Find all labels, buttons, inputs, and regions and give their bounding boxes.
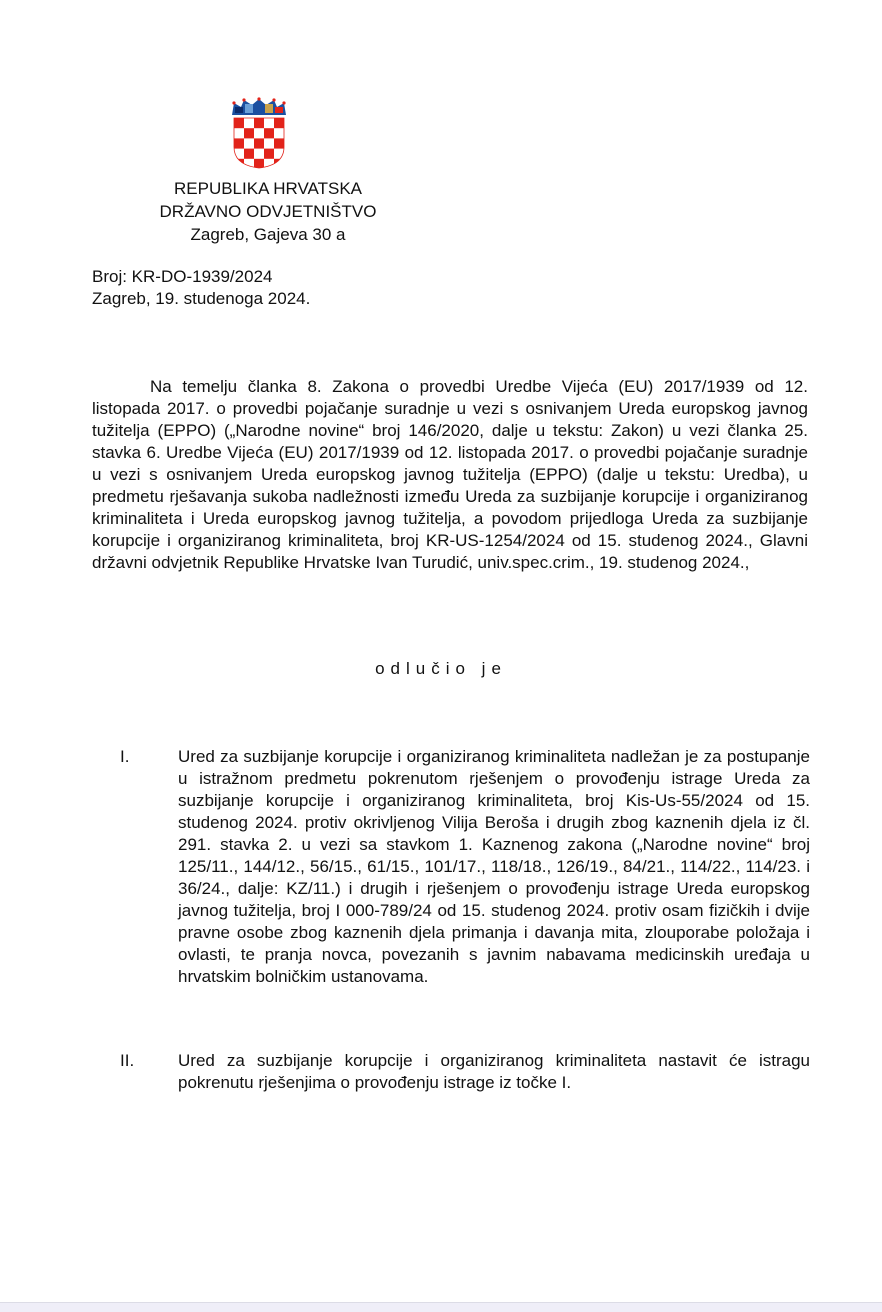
- shield-red-square: [234, 138, 244, 148]
- item-text: Ured za suzbijanje korupcije i organiziranog kriminaliteta nadležan je za postupanje u istražnom predmetu pokrenutom rješenjem o provođenju istrage Ureda za suzbijanje korupcije i organiziranog kriminaliteta, broj Kis-Us-55/2024 od 15. studenog 2024. protiv okrivljenog Vilija Beroša i drugih zbog kaznenih djela iz čl. 291. stavka 2. u vezi sa stavkom 1. Kaznenog zakona („Narodne novine“ broj 125/11., 144/12., 56/15., 61/15., 101/17., 118/18., 126/19., 84/21., 114/22., 114/23. i 36/24., dalje: KZ/11.) i drugih i rješenjem o provođenju istrage Ureda europskog javnog tužitelja, broj I 000-789/24 od 15. studenog 2024. protiv osam fizičkih i dvije pravne osobe zbog kaznenih djela primanja i davanja mita, zlouporabe položaja i ovlasti, te pranja novca, povezanih s javnim nabavama medicinskih uređaja u hrvatskim bolničkim ustanovama.: [178, 747, 810, 986]
- shield-red-square: [244, 149, 254, 159]
- item-number: II.: [120, 1051, 135, 1070]
- decision-item: [120, 1050, 810, 1094]
- croatian-coat-of-arms-icon: [228, 97, 290, 169]
- decision-heading: odlučio je: [375, 659, 507, 678]
- item-number: I.: [120, 747, 130, 766]
- shield-red-square: [234, 118, 244, 128]
- item-text: Ured za suzbijanje korupcije i organiziranog kriminaliteta nastavit će istragu pokrenutu rješenjima o provođenju istrage iz točke I.: [178, 1051, 810, 1092]
- shield-red-square: [264, 128, 274, 138]
- institution-address: Zagreb, Gajeva 30 a: [190, 225, 346, 244]
- shield-red-square: [254, 138, 264, 148]
- decision-item: [120, 746, 810, 988]
- institution-name: DRŽAVNO ODVJETNIŠTVO: [159, 202, 377, 221]
- preamble-text: Na temelju članka 8. Zakona o provedbi Uredbe Vijeća (EU) 2017/1939 od 12. listopada 2017. o provedbi pojačanje suradnje u vezi s osnivanjem Ureda europskog javnog tužitelja (EPPO) („Narodne novine“ broj 146/2020, dalje u tekstu: Zakon) u vezi članka 25. stavka 6. Uredbe Vijeća (EU) 2017/1939 od 12. listopada 2017. o provedbi pojačanje suradnje u vezi s osnivanjem Ureda europskog javnog tužitelja (EPPO) (dalje u tekstu: Uredba), u predmetu rješavanja sukoba nadležnosti između Ureda za suzbijanje korupcije i organiziranog kriminaliteta i Ureda europskog javnog tužitelja, a povodom prijedloga Ureda za suzbijanje korupcije i organiziranog kriminaliteta, broj KR-US-1254/2024 od 15. studenog 2024., Glavni državni odvjetnik Republike Hrvatske Ivan Turudić, univ.spec.crim., 19. studenog 2024.,: [92, 377, 808, 572]
- shield-red-square: [244, 128, 254, 138]
- reference-number: Broj: KR-DO-1939/2024: [92, 267, 273, 286]
- crown: [232, 97, 286, 115]
- document-date: Zagreb, 19. studenoga 2024.: [92, 289, 311, 308]
- preamble-paragraph: [92, 376, 808, 574]
- shield-red-square: [254, 118, 264, 128]
- checkerboard-shield: [234, 118, 284, 169]
- shield-red-square: [274, 138, 284, 148]
- shield-red-square: [264, 149, 274, 159]
- institution-country: REPUBLIKA HRVATSKA: [173, 179, 362, 198]
- shield-red-square: [274, 118, 284, 128]
